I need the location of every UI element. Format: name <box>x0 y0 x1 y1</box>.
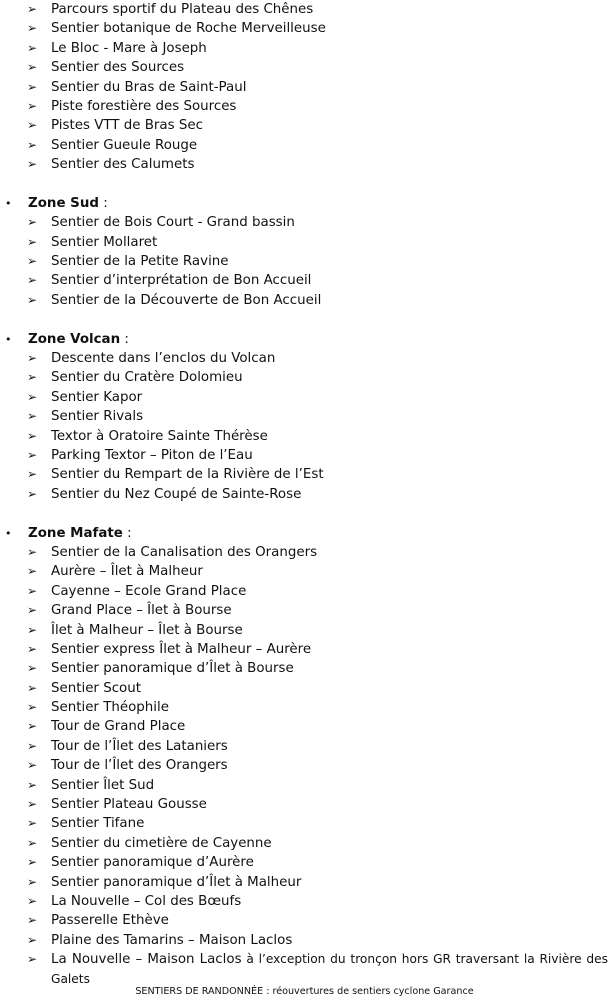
trail-name: Sentier du Cratère Dolomieu <box>51 370 243 386</box>
arrow-bullet-icon: ➢ <box>27 758 38 773</box>
trail-name: Sentier panoramique d’Îlet à Bourse <box>51 661 294 677</box>
arrow-bullet-icon: ➢ <box>27 351 38 366</box>
arrow-bullet-icon: ➢ <box>27 273 38 288</box>
trail-name: Grand Place – Îlet à Bourse <box>51 603 232 619</box>
trail-name: Sentier Théophile <box>51 700 169 716</box>
arrow-bullet-icon: ➢ <box>27 874 38 889</box>
trail-name: Sentier botanique de Roche Merveilleuse <box>51 21 326 37</box>
trail-name: Le Bloc - Mare à Joseph <box>51 40 207 56</box>
trail-name: Pistes VTT de Bras Sec <box>51 118 203 134</box>
arrow-bullet-icon: ➢ <box>27 855 38 870</box>
trail-name: Sentier de Bois Court - Grand bassin <box>51 215 295 231</box>
trail-name-with-exception <box>51 950 608 989</box>
trail-name: Sentier Rivals <box>51 409 144 425</box>
trail-name: Textor à Oratoire Sainte Thérèse <box>51 428 268 444</box>
trail-name: Sentier panoramique d’Aurère <box>51 855 254 871</box>
zone-heading <box>0 524 609 543</box>
spacer <box>0 310 609 329</box>
trail-name: Sentier de la Découverte de Bon Accueil <box>51 292 322 308</box>
trail-item <box>0 116 609 135</box>
trail-name: Sentier Gueule Rouge <box>51 137 198 153</box>
trail-name: Cayenne – Ecole Grand Place <box>51 583 247 599</box>
trail-item <box>0 136 609 155</box>
trail-item <box>0 834 609 853</box>
arrow-bullet-icon: ➢ <box>27 603 38 618</box>
trail-name: Sentier du cimetière de Cayenne <box>51 835 272 851</box>
spacer <box>0 175 609 194</box>
arrow-bullet-icon: ➢ <box>27 913 38 928</box>
arrow-bullet-icon: ➢ <box>27 79 38 94</box>
trail-name: Sentier des Sources <box>51 60 185 76</box>
spacer <box>0 504 609 523</box>
arrow-bullet-icon: ➢ <box>27 622 38 637</box>
trail-name: Tour de l’Îlet des Orangers <box>51 758 228 774</box>
trail-item <box>0 446 609 465</box>
trail-item <box>0 562 609 581</box>
trail-item <box>0 349 609 368</box>
zone-colon: : <box>120 331 129 347</box>
arrow-bullet-icon: ➢ <box>27 428 38 443</box>
trail-name: Sentier Tifane <box>51 816 145 832</box>
trail-name: Îlet à Malheur – Îlet à Bourse <box>51 622 243 638</box>
arrow-bullet-icon: ➢ <box>27 234 38 249</box>
zone-heading <box>0 330 609 349</box>
arrow-bullet-icon: ➢ <box>27 2 38 16</box>
arrow-bullet-icon: ➢ <box>27 98 38 113</box>
trail-item <box>0 873 609 892</box>
zone-name: Zone Sud <box>28 195 99 211</box>
trail-item <box>0 853 609 872</box>
arrow-bullet-icon: ➢ <box>27 215 38 230</box>
trail-name: Sentier Kapor <box>51 389 143 405</box>
trail-item <box>0 776 609 795</box>
arrow-bullet-icon: ➢ <box>27 661 38 676</box>
zone-volcan-section <box>0 330 609 505</box>
trail-item <box>0 271 609 290</box>
trail-item <box>0 78 609 97</box>
arrow-bullet-icon: ➢ <box>27 254 38 269</box>
arrow-bullet-icon: ➢ <box>27 118 38 133</box>
bullet-icon: • <box>5 196 12 210</box>
arrow-bullet-icon: ➢ <box>27 370 38 385</box>
arrow-bullet-icon: ➢ <box>27 564 38 579</box>
trail-item <box>0 368 609 387</box>
trail-item <box>0 388 609 407</box>
arrow-bullet-icon: ➢ <box>27 797 38 812</box>
arrow-bullet-icon: ➢ <box>27 40 38 55</box>
zone-heading-text <box>28 524 132 543</box>
trail-item <box>0 679 609 698</box>
arrow-bullet-icon: ➢ <box>27 137 38 152</box>
arrow-bullet-icon: ➢ <box>27 389 38 404</box>
trail-name: Sentier d’interprétation de Bon Accueil <box>51 273 312 289</box>
arrow-bullet-icon: ➢ <box>27 932 38 947</box>
trail-item <box>0 39 609 58</box>
bullet-icon: • <box>5 526 12 540</box>
trail-name: Passerelle Ethève <box>51 913 169 929</box>
trail-item <box>0 252 609 271</box>
trail-name: Aurère – Îlet à Malheur <box>51 564 203 580</box>
trail-name: Tour de l’Îlet des Lataniers <box>51 738 228 754</box>
trail-item <box>0 659 609 678</box>
trail-item <box>0 97 609 116</box>
trail-item <box>0 698 609 717</box>
arrow-bullet-icon: ➢ <box>27 21 38 36</box>
trail-item <box>0 407 609 426</box>
arrow-bullet-icon: ➢ <box>27 583 38 598</box>
trail-item <box>0 931 609 950</box>
trail-name: Sentier de la Canalisation des Orangers <box>51 544 318 560</box>
trail-name: Sentier du Bras de Saint-Paul <box>51 79 247 95</box>
trail-item <box>0 543 609 562</box>
arrow-bullet-icon: ➢ <box>27 447 38 462</box>
trail-item <box>0 814 609 833</box>
trail-item-last <box>0 950 609 989</box>
arrow-bullet-icon: ➢ <box>27 544 38 559</box>
trail-name: Parcours sportif du Plateau des Chênes <box>51 2 314 17</box>
trail-name: Sentier express Îlet à Malheur – Aurère <box>51 641 312 657</box>
arrow-bullet-icon: ➢ <box>27 486 38 501</box>
arrow-bullet-icon: ➢ <box>27 952 38 967</box>
arrow-bullet-icon: ➢ <box>27 816 38 831</box>
trail-name: Sentier du Rempart de la Rivière de l’Est <box>51 467 324 483</box>
trail-name: La Nouvelle – Col des Bœufs <box>51 893 242 909</box>
trail-item <box>0 892 609 911</box>
trail-exception-note: à l’exception du tronçon hors GR traversant la Rivière des Galets <box>51 952 608 986</box>
trail-item <box>0 58 609 77</box>
trail-item <box>0 621 609 640</box>
trail-item <box>0 582 609 601</box>
zone-colon: : <box>122 525 132 541</box>
trail-item <box>0 465 609 484</box>
arrow-bullet-icon: ➢ <box>27 467 38 482</box>
trail-item <box>0 233 609 252</box>
trail-name: Sentier panoramique d’Îlet à Malheur <box>51 874 302 890</box>
arrow-bullet-icon: ➢ <box>27 292 38 307</box>
zone-heading-text <box>28 330 129 349</box>
trail-item <box>0 427 609 446</box>
trail-name: Sentier Plateau Gousse <box>51 797 207 813</box>
trail-name: Parking Textor – Piton de l’Eau <box>51 447 253 463</box>
trail-name: Tour de Grand Place <box>51 719 186 735</box>
trail-item <box>0 640 609 659</box>
arrow-bullet-icon: ➢ <box>27 719 38 734</box>
trail-name: La Nouvelle – Maison Laclos <box>51 952 242 968</box>
trail-item <box>0 213 609 232</box>
trail-name: Plaine des Tamarins – Maison Laclos <box>51 932 293 948</box>
trail-item <box>0 795 609 814</box>
trail-item <box>0 717 609 736</box>
arrow-bullet-icon: ➢ <box>27 700 38 715</box>
trail-item <box>0 737 609 756</box>
zone-name: Zone Volcan <box>28 331 121 347</box>
trail-item <box>0 601 609 620</box>
trail-item <box>0 155 609 174</box>
trail-item <box>0 19 609 38</box>
arrow-bullet-icon: ➢ <box>27 893 38 908</box>
arrow-bullet-icon: ➢ <box>27 157 38 172</box>
trail-name: Piste forestière des Sources <box>51 98 237 114</box>
trail-name: Sentier Mollaret <box>51 234 158 250</box>
zone-heading-text <box>28 194 108 213</box>
trail-name: Sentier Îlet Sud <box>51 777 155 793</box>
trail-item <box>0 911 609 930</box>
trail-name: Sentier de la Petite Ravine <box>51 254 229 270</box>
trail-item <box>0 291 609 310</box>
zone-mafate-section <box>0 524 609 989</box>
trail-name: Sentier des Calumets <box>51 157 195 173</box>
arrow-bullet-icon: ➢ <box>27 835 38 850</box>
trail-item <box>0 0 609 19</box>
zone-name: Zone Mafate <box>28 525 123 541</box>
zone-sud-section <box>0 194 609 310</box>
trail-name: Descente dans l’enclos du Volcan <box>51 351 276 367</box>
zone-heading <box>0 194 609 213</box>
arrow-bullet-icon: ➢ <box>27 409 38 424</box>
trail-item <box>0 756 609 775</box>
bullet-icon: • <box>5 332 12 346</box>
arrow-bullet-icon: ➢ <box>27 680 38 695</box>
trail-name: Sentier Scout <box>51 680 141 696</box>
initial-trail-group <box>0 0 609 175</box>
page-footer: SENTIERS DE RANDONNÉE : réouvertures de sentiers cyclone Garance <box>135 986 474 997</box>
arrow-bullet-icon: ➢ <box>27 738 38 753</box>
zone-colon: : <box>98 195 108 211</box>
arrow-bullet-icon: ➢ <box>27 60 38 75</box>
arrow-bullet-icon: ➢ <box>27 777 38 792</box>
arrow-bullet-icon: ➢ <box>27 641 38 656</box>
trail-name: Sentier du Nez Coupé de Sainte-Rose <box>51 486 302 502</box>
trail-item <box>0 485 609 504</box>
